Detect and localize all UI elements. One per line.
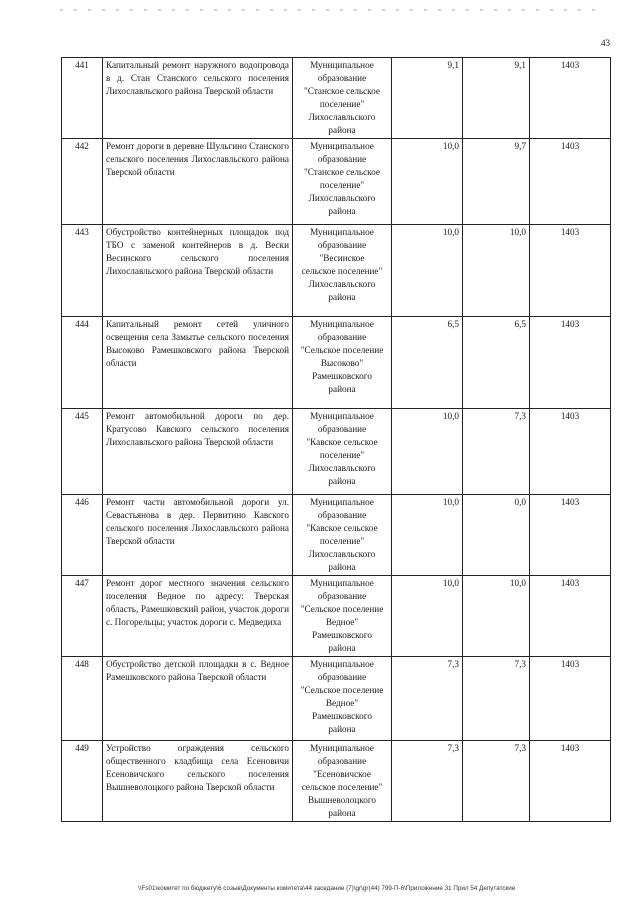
appropriations-table (61, 57, 611, 822)
budget-code-cell: 1403 (530, 317, 611, 409)
table-row (62, 657, 611, 741)
scan-artifact-line (60, 9, 600, 11)
planned-amount-cell: 10,0 (392, 576, 463, 657)
row-number-cell: 447 (62, 576, 103, 657)
organization-line: Лихославльского (308, 112, 376, 122)
table-row (62, 139, 611, 225)
organization-cell (293, 657, 392, 741)
organization-line: поселение" (319, 180, 365, 190)
organization-line: поселение" (319, 450, 365, 460)
organization-cell (293, 741, 392, 822)
organization-line: Муниципальное (310, 319, 374, 329)
organization-line: района (328, 808, 356, 818)
organization-line: поселение" (319, 99, 365, 109)
actual-amount-cell: 0,0 (463, 495, 530, 576)
row-number-cell: 444 (62, 317, 103, 409)
organization-line: района (328, 292, 356, 302)
table-body (62, 58, 611, 822)
organization-line: Муниципальное (310, 497, 374, 507)
planned-amount-cell: 10,0 (392, 139, 463, 225)
organization-line: Ведное" (325, 698, 359, 708)
row-number-cell: 445 (62, 409, 103, 495)
organization-line: "Станское сельское (304, 86, 380, 96)
description-cell: Ремонт части автомобильной дороги ул. Севастьянова в дер. Первитино Кавского сельского поселения Лихославльского района Тверской области (103, 495, 293, 576)
organization-line: Муниципальное (310, 743, 374, 753)
organization-cell (293, 58, 392, 139)
table-row (62, 495, 611, 576)
budget-code-cell: 1403 (530, 225, 611, 317)
organization-line: Рамешковского (312, 711, 372, 721)
actual-amount-cell: 10,0 (463, 576, 530, 657)
organization-line: района (328, 643, 356, 653)
description-cell: Ремонт автомобильной дороги по дер. Кратусово Кавского сельского поселения Лихославльского района Тверской области (103, 409, 293, 495)
organization-line: Рамешковского (312, 371, 372, 381)
organization-line: "Сельское поселение (300, 604, 384, 614)
table-row (62, 741, 611, 822)
planned-amount-cell: 10,0 (392, 495, 463, 576)
organization-line: Лихославльского (308, 279, 376, 289)
row-number-cell: 442 (62, 139, 103, 225)
budget-code-cell: 1403 (530, 741, 611, 822)
organization-line: образование (317, 240, 367, 250)
actual-amount-cell: 9,7 (463, 139, 530, 225)
actual-amount-cell: 6,5 (463, 317, 530, 409)
organization-cell (293, 317, 392, 409)
organization-line: Муниципальное (310, 141, 374, 151)
page-number: 43 (601, 38, 610, 48)
organization-line: района (328, 476, 356, 486)
row-number-cell: 443 (62, 225, 103, 317)
organization-line: образование (317, 510, 367, 520)
organization-line: Муниципальное (310, 227, 374, 237)
organization-line: образование (317, 424, 367, 434)
budget-code-cell: 1403 (530, 576, 611, 657)
organization-line: образование (317, 756, 367, 766)
description-cell: Устройство ограждения сельского общественного кладбища села Есеновичи Есеновичского сельского поселения Вышневолоцкого района Тверской области (103, 741, 293, 822)
organization-cell (293, 495, 392, 576)
description-cell: Ремонт дороги в деревне Шульгино Станского сельского поселения Лихославльского района Тверской области (103, 139, 293, 225)
organization-line: образование (317, 154, 367, 164)
organization-line: "Кавское сельское (306, 437, 378, 447)
organization-line: Муниципальное (310, 659, 374, 669)
planned-amount-cell: 10,0 (392, 409, 463, 495)
organization-line: района (328, 562, 356, 572)
organization-cell (293, 139, 392, 225)
organization-line: "Есеновичское (313, 769, 371, 779)
description-cell: Капитальный ремонт сетей уличного освещения села Замытье сельского поселения Высоково Рамешковского района Тверской области (103, 317, 293, 409)
budget-code-cell: 1403 (530, 657, 611, 741)
planned-amount-cell: 9,1 (392, 58, 463, 139)
planned-amount-cell: 7,3 (392, 657, 463, 741)
organization-line: района (328, 125, 356, 135)
organization-line: Лихославльского (308, 463, 376, 473)
organization-line: образование (317, 591, 367, 601)
organization-line: "Сельское поселение (300, 685, 384, 695)
budget-code-cell: 1403 (530, 58, 611, 139)
organization-line: Лихославльского (308, 549, 376, 559)
description-cell: Ремонт дорог местного значения сельского поселения Ведное по адресу: Тверская область, Рамешковский район, участок дороги с. Погорельцы; участок дороги с. Медведиха (103, 576, 293, 657)
row-number-cell: 448 (62, 657, 103, 741)
organization-line: "Весинское (319, 253, 365, 263)
organization-line: Рамешковского (312, 630, 372, 640)
organization-line: "Кавское сельское (306, 523, 378, 533)
organization-cell (293, 225, 392, 317)
actual-amount-cell: 7,3 (463, 657, 530, 741)
table-row (62, 317, 611, 409)
organization-cell (293, 409, 392, 495)
organization-line: сельское поселение" (301, 782, 383, 792)
row-number-cell: 449 (62, 741, 103, 822)
organization-line: образование (317, 332, 367, 342)
budget-code-cell: 1403 (530, 139, 611, 225)
organization-line: поселение" (319, 536, 365, 546)
description-cell: Обустройство детской площадки в с. Ведное Рамешковского района Тверской области (103, 657, 293, 741)
actual-amount-cell: 10,0 (463, 225, 530, 317)
budget-code-cell: 1403 (530, 409, 611, 495)
planned-amount-cell: 10,0 (392, 225, 463, 317)
table-row (62, 58, 611, 139)
description-cell: Обустройство контейнерных площадок под ТБО с заменой контейнеров в д. Вески Весинского сельского поселения Лихославльского района Тверской области (103, 225, 293, 317)
table-row (62, 225, 611, 317)
actual-amount-cell: 7,3 (463, 409, 530, 495)
organization-line: Вышневолоцкого (308, 795, 376, 805)
table-row (62, 576, 611, 657)
organization-line: района (328, 384, 356, 394)
organization-line: "Станское сельское (304, 167, 380, 177)
organization-line: района (328, 724, 356, 734)
organization-line: Муниципальное (310, 60, 374, 70)
row-number-cell: 441 (62, 58, 103, 139)
planned-amount-cell: 6,5 (392, 317, 463, 409)
table-row (62, 409, 611, 495)
organization-cell (293, 576, 392, 657)
organization-line: Ведное" (325, 617, 359, 627)
planned-amount-cell: 7,3 (392, 741, 463, 822)
organization-line: образование (317, 73, 367, 83)
organization-line: образование (317, 672, 367, 682)
row-number-cell: 446 (62, 495, 103, 576)
actual-amount-cell: 9,1 (463, 58, 530, 139)
description-cell: Капитальный ремонт наружного водопровода в д. Стан Станского сельского поселения Лихославльского района Тверской области (103, 58, 293, 139)
organization-line: сельское поселение" (301, 266, 383, 276)
actual-amount-cell: 7,3 (463, 741, 530, 822)
organization-line: "Сельское поселение (300, 345, 384, 355)
organization-line: Муниципальное (310, 578, 374, 588)
organization-line: Муниципальное (310, 411, 374, 421)
footer-file-path: \\Fs01\комитет по бюджету\6 созыв\Документы комитета\44 заседание (7)\gr\gr(44) 799-П-6\Приложение 31 Прил 54 Депутатские (138, 885, 516, 892)
organization-line: Высоково" (320, 358, 364, 368)
organization-line: Лихославльского (308, 193, 376, 203)
budget-code-cell: 1403 (530, 495, 611, 576)
organization-line: района (328, 206, 356, 216)
